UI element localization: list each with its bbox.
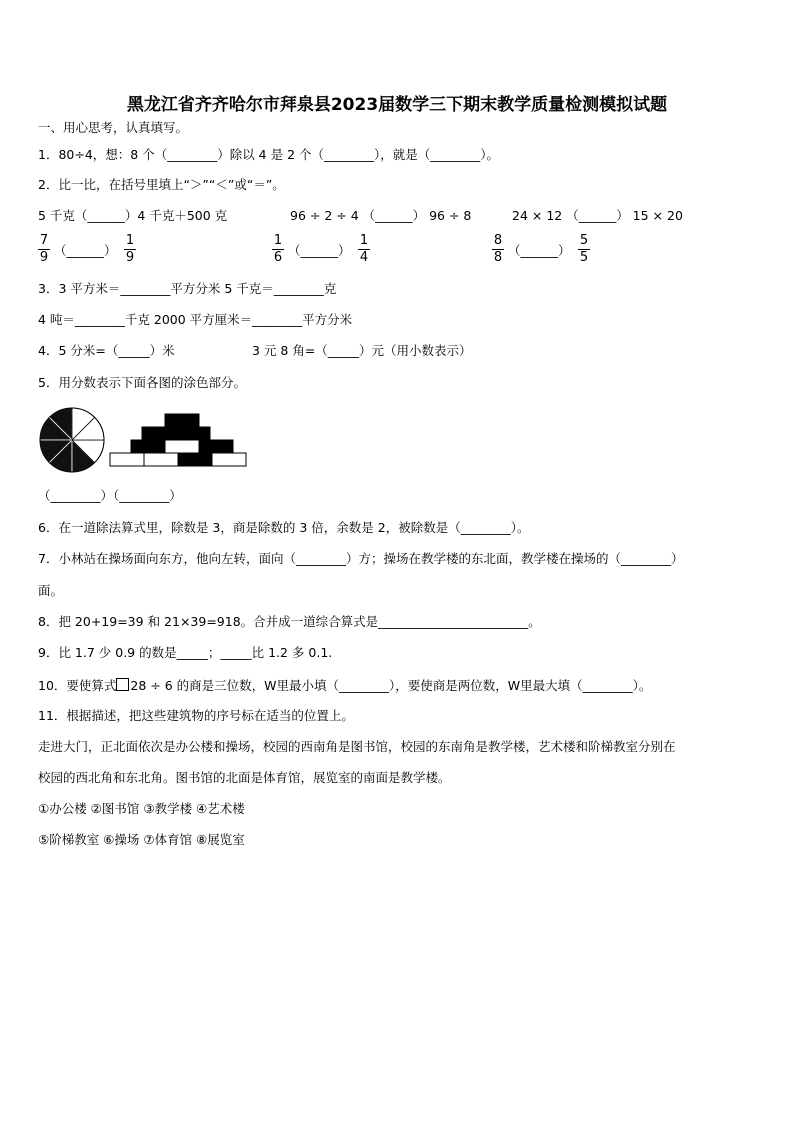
- brick: [165, 440, 199, 453]
- numerator: 1: [273, 233, 283, 248]
- question-5: 5．用分数表示下面各图的涂色部分。: [38, 375, 246, 390]
- shaded-brick-figure: [108, 412, 248, 468]
- question-4: 4．5 分米=（_____）米: [38, 343, 175, 358]
- question-5-answers[interactable]: （________）（________）: [38, 488, 182, 503]
- question-11-description-line1: 走进大门，正北面依次是办公楼和操场，校园的西南角是图书馆，校园的东南角是教学楼，艺术楼和阶梯教室分别在: [38, 739, 676, 754]
- fraction: [492, 234, 504, 265]
- question-6: 6．在一道除法算式里，除数是 3，商是除数的 3 倍，余数是 2，被除数是（________）。: [38, 520, 530, 535]
- compare-item-1: 5 千克（______）4 千克＋500 克: [38, 208, 228, 223]
- answer-blank[interactable]: （______）: [54, 243, 117, 258]
- question-10-rest: 28 ÷ 6 的商是三位数，W里最小填（________），要使商是两位数，W里最大填（________）。: [130, 678, 652, 693]
- brick: [110, 453, 144, 466]
- section-heading: 一、用心思考，认真填写。: [38, 120, 189, 135]
- question-2: 2．比一比，在括号里填上“＞”“＜”或“＝”。: [38, 177, 285, 192]
- shaded-circle-figure: [37, 405, 107, 475]
- numerator: 1: [125, 233, 135, 248]
- fraction: [124, 234, 136, 265]
- brick: [199, 440, 233, 453]
- question-11: 11．根据描述，把这些建筑物的序号标在适当的位置上。: [38, 708, 354, 723]
- brick: [212, 453, 246, 466]
- brick: [178, 453, 212, 466]
- compare-item-2: 96 ÷ 2 ÷ 4 （______） 96 ÷ 8: [290, 208, 472, 223]
- brick: [165, 414, 199, 427]
- question-4-part2: 3 元 8 角=（_____）元（用小数表示）: [252, 343, 472, 358]
- page-title: 黑龙江省齐齐哈尔市拜泉县2023届数学三下期末教学质量检测模拟试题: [126, 95, 668, 115]
- blank-box[interactable]: [116, 678, 129, 691]
- answer-blank[interactable]: （______）: [288, 243, 351, 258]
- denominator: 9: [125, 250, 135, 265]
- brick: [144, 453, 178, 466]
- denominator: 6: [273, 250, 283, 265]
- question-11-description-line2: 校园的西北角和东北角。图书馆的北面是体育馆，展览室的南面是教学楼。: [38, 770, 451, 785]
- fraction: [272, 234, 284, 265]
- fraction: [358, 234, 370, 265]
- denominator: 4: [359, 250, 369, 265]
- question-10-lead: 10．要使算式: [38, 678, 117, 693]
- question-8: 8．把 20+19=39 和 21×39=918。合并成一道综合算式是________________________。: [38, 614, 541, 629]
- building-options-row1: ①办公楼 ②图书馆 ③教学楼 ④艺术楼: [38, 801, 245, 816]
- brick: [176, 427, 210, 440]
- numerator: 1: [359, 233, 369, 248]
- question-7: 7．小林站在操场面向东方，他向左转，面向（________）方；操场在教学楼的东北面，教学楼在操场的（________）: [38, 551, 684, 566]
- question-1: 1．80÷4，想：8 个（________）除以 4 是 2 个（________），就是（________）。: [38, 147, 500, 162]
- question-7-continued: 面。: [38, 583, 64, 598]
- denominator: 5: [579, 250, 589, 265]
- compare-item-3: 24 × 12 （______） 15 × 20: [512, 208, 683, 223]
- brick: [142, 427, 176, 440]
- answer-blank[interactable]: （______）: [508, 243, 571, 258]
- question-9: 9．比 1.7 少 0.9 的数是_____；_____比 1.2 多 0.1.: [38, 645, 333, 660]
- numerator: 7: [39, 233, 49, 248]
- building-options-row2: ⑤阶梯教室 ⑥操场 ⑦体育馆 ⑧展览室: [38, 832, 245, 847]
- denominator: 8: [493, 250, 503, 265]
- fraction: [38, 234, 50, 265]
- brick: [131, 440, 165, 453]
- question-10: [38, 678, 651, 693]
- numerator: 5: [579, 233, 589, 248]
- question-3: 3．3 平方米＝________平方分米 5 千克＝________克: [38, 281, 337, 296]
- denominator: 9: [39, 250, 49, 265]
- question-3-row2: 4 吨＝________千克 2000 平方厘米＝________平方分米: [38, 312, 353, 327]
- numerator: 8: [493, 233, 503, 248]
- fraction: [578, 234, 590, 265]
